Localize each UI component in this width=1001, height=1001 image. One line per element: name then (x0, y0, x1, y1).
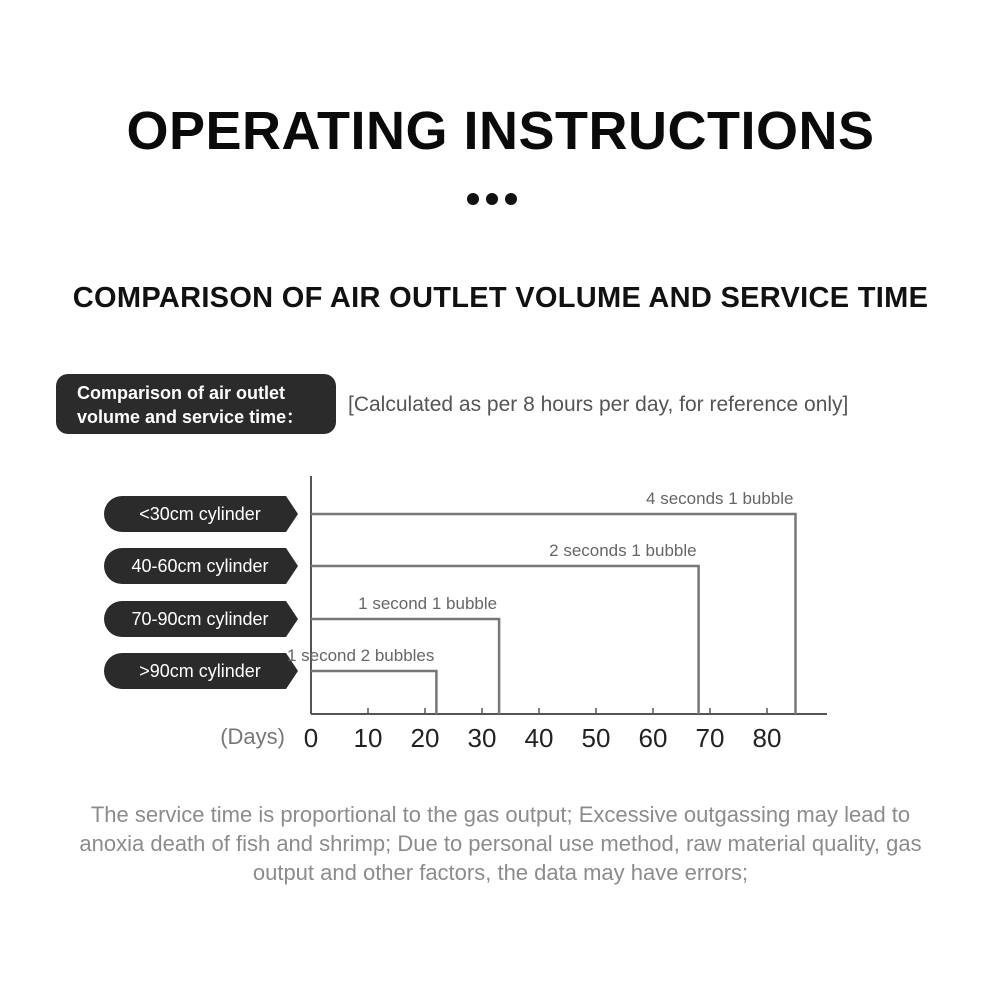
bar-label: 1 second 2 bubbles (286, 646, 435, 665)
decorative-dots (467, 193, 537, 207)
bar-label: 2 seconds 1 bubble (549, 541, 697, 560)
dot-icon (505, 193, 517, 205)
x-tick-label: 10 (353, 723, 383, 753)
bar-label: 4 seconds 1 bubble (646, 489, 794, 508)
badge-line-1: Comparison of air outlet (77, 383, 286, 403)
x-tick-label: 30 (467, 723, 497, 753)
x-axis-label: (Days) (220, 724, 285, 749)
category-label: <30cm cylinder (139, 504, 261, 524)
bar-1 (311, 566, 699, 714)
category-label: >90cm cylinder (139, 661, 261, 681)
category-label: 70-90cm cylinder (131, 609, 269, 629)
x-tick-label: 20 (410, 723, 440, 753)
footer-disclaimer: The service time is proportional to the gas output; Excessive outgassing may lead to anoxia death of fish and shrimp; Due to personal use method, raw material quality, gas output and other factors, the data may have errors; (79, 802, 922, 885)
dot-icon (467, 193, 479, 205)
bar-2 (311, 619, 499, 714)
bar-3 (311, 671, 436, 714)
page-title: OPERATING INSTRUCTIONS (126, 101, 875, 161)
dot-icon (486, 193, 498, 205)
x-tick-label: 70 (695, 723, 725, 753)
badge-line-2: volume and service time： (77, 407, 305, 427)
x-tick-label: 50 (581, 723, 611, 753)
calculation-note: [Calculated as per 8 hours per day, for reference only] (348, 393, 849, 416)
x-tick-label: 0 (303, 723, 319, 753)
service-time-chart (0, 460, 1001, 760)
x-tick-label: 40 (524, 723, 554, 753)
comparison-label-badge (56, 374, 336, 434)
category-label: 40-60cm cylinder (131, 556, 269, 576)
section-subtitle: COMPARISON OF AIR OUTLET VOLUME AND SERVICE TIME (72, 282, 929, 314)
x-tick-label: 60 (638, 723, 668, 753)
x-tick-label: 80 (752, 723, 782, 753)
bar-label: 1 second 1 bubble (358, 594, 498, 613)
